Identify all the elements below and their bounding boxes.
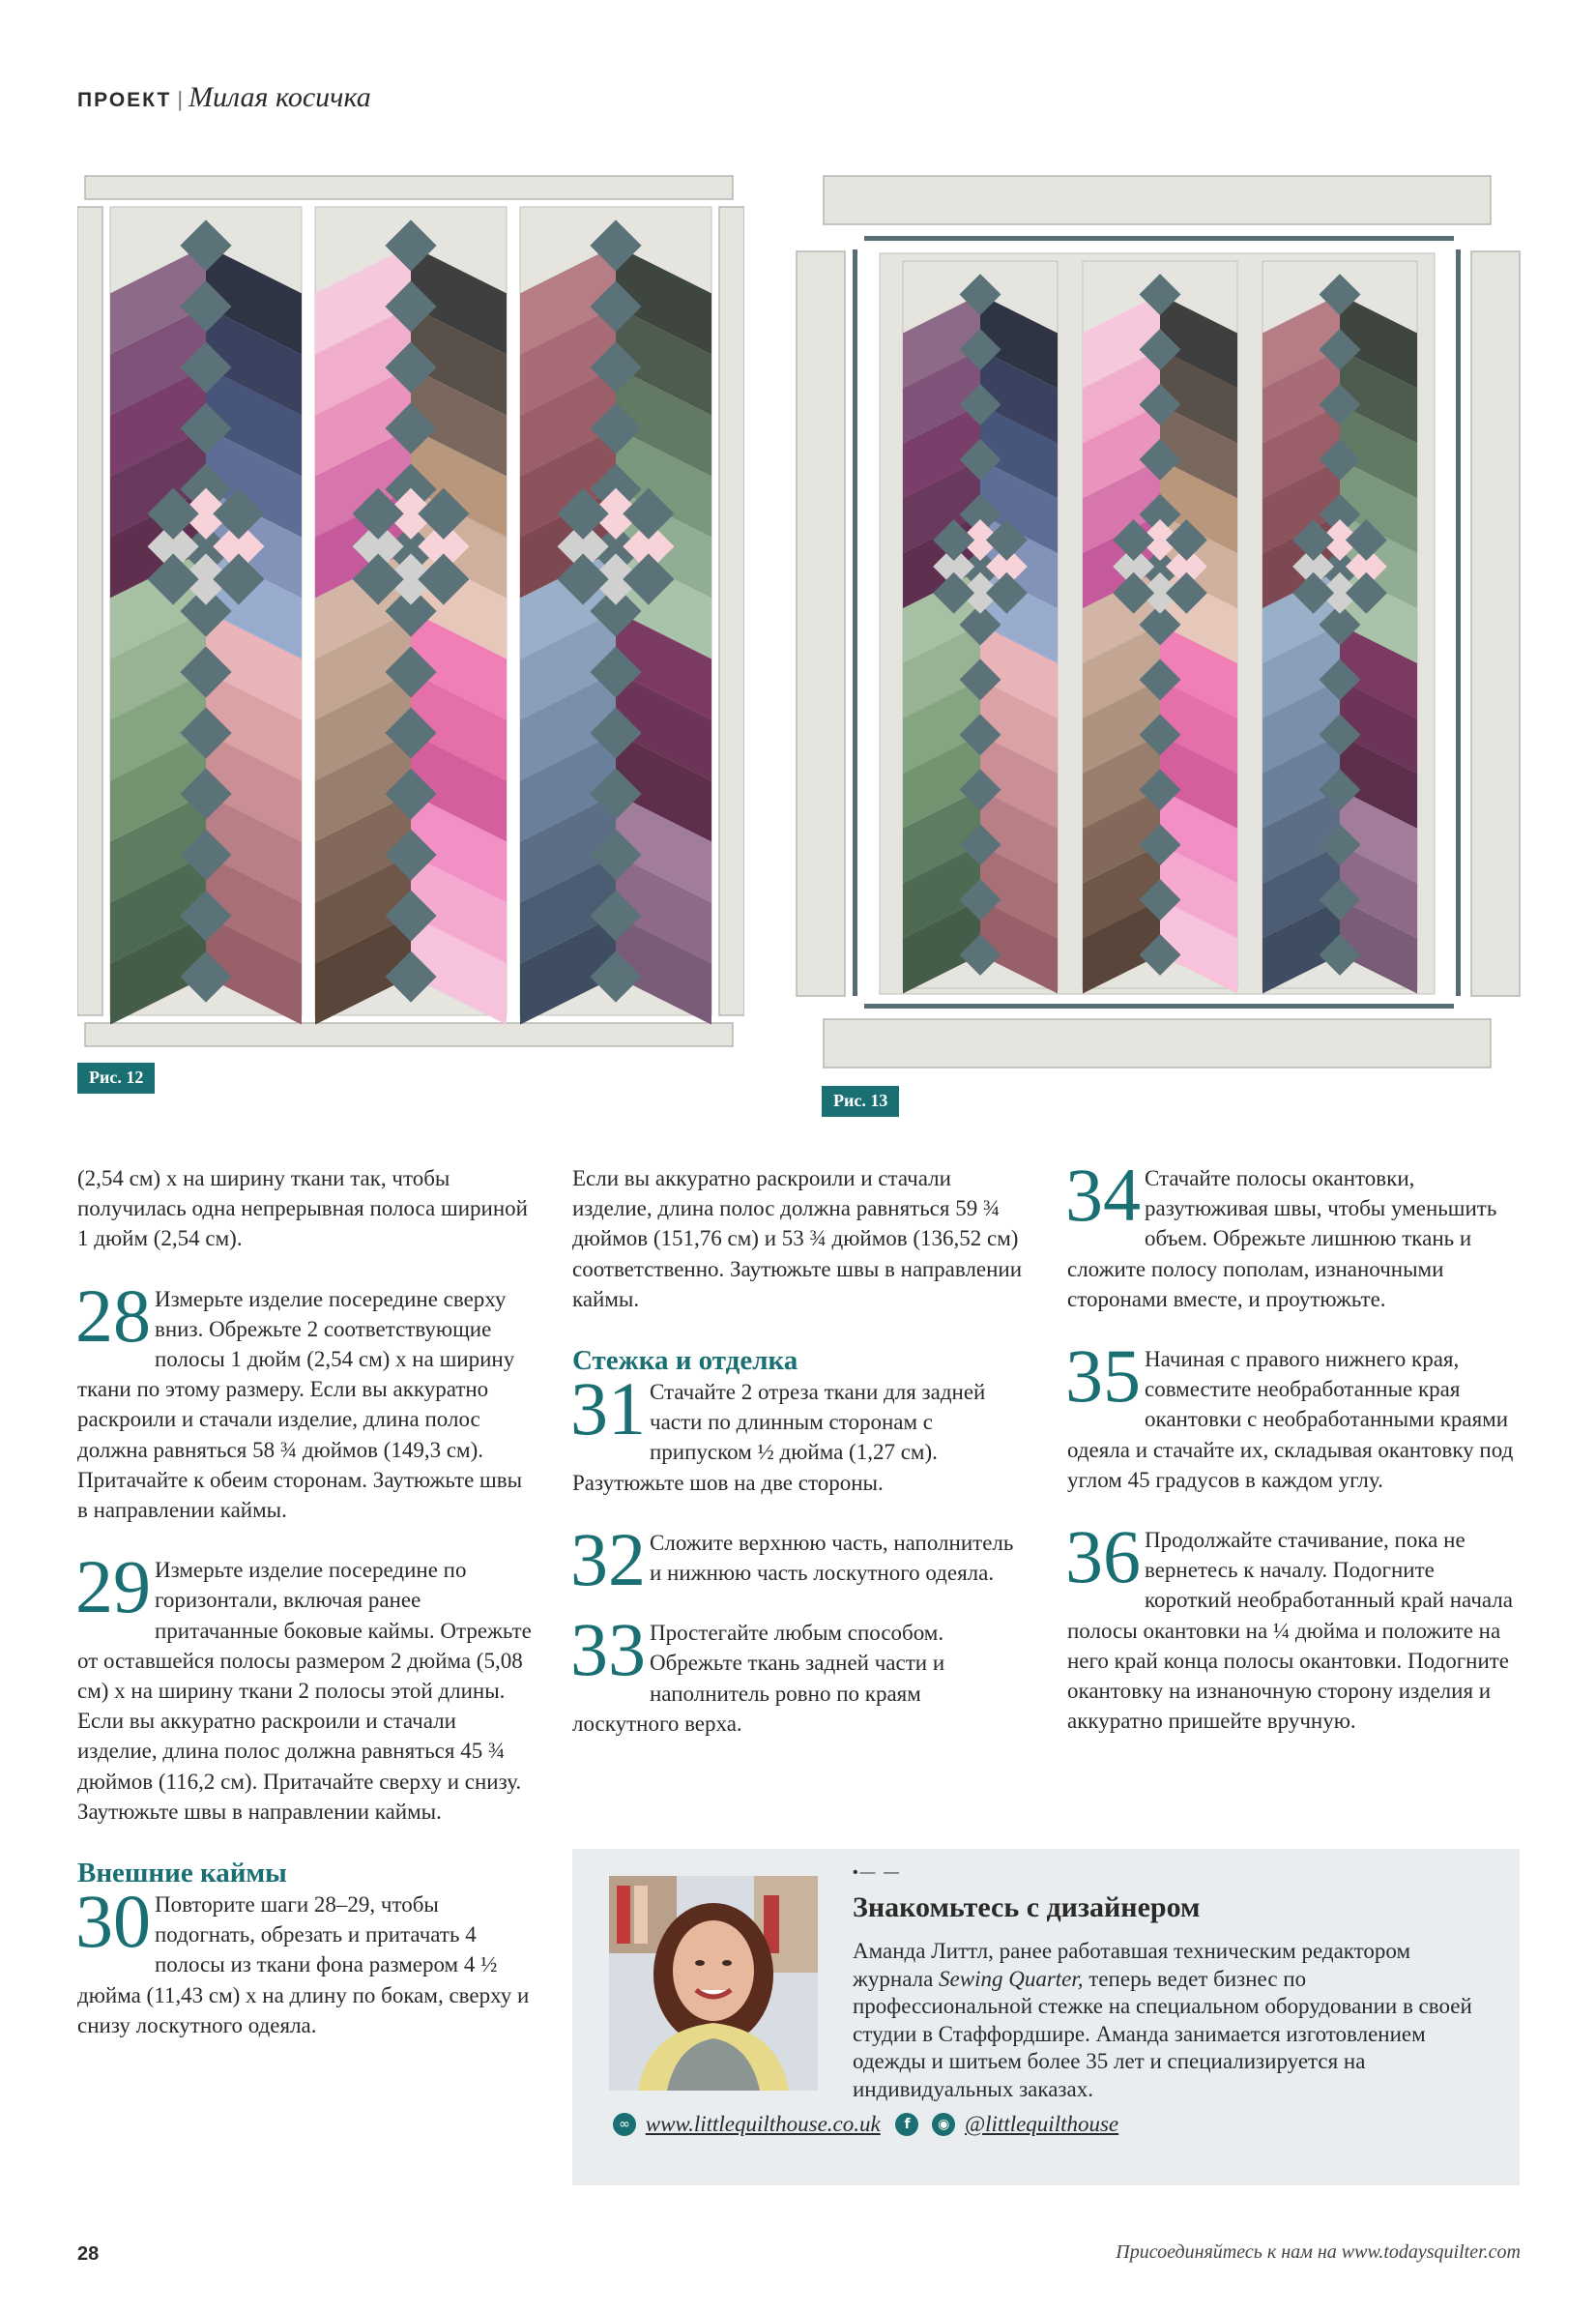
step-28-text: Измерьте изделие посередине сверху вниз. Обрежьте 2 соответствующие полосы 1 дюйм (2,54 см) x на ширину ткани по этому размеру. Если вы аккуратно раскроили и стачали изделие, длина полос должна равняться 58 ¾ дюймов (149,3 см). Притачайте к обеим сторонам. Заутюжьте швы в направлении каймы. [77,1286,523,1523]
designer-title: Знакомьтесь с дизайнером [853,1891,1201,1923]
figure-13-label: Рис. 13 [822,1086,899,1117]
footer-tagline: Присоединяйтесь к нам на www.todaysquilter.com [1116,2241,1521,2263]
step-31-text: Стачайте 2 отреза ткани для задней части по длинным сторонам с припуском ½ дюйма (1,27 см). Разутюжьте шов на две стороны. [572,1380,986,1495]
step-28-number: 28 [75,1273,151,1358]
step-30-text: Повторите шаги 28–29, чтобы подогнать, обрезать и притачать 4 полосы из ткани фона размером 4 ½ дюйма (11,43 см) x на длину по бокам, сверху и снизу лоскутного одеяла. [77,1892,530,2037]
step-32 [570,1516,1027,1601]
meet-the-designer-box [572,1849,1520,2185]
step-30-number: 30 [75,1879,151,1964]
step-30 [75,1879,532,2040]
section-label: ПРОЕКТ [77,89,172,111]
step-34-text: Стачайте полосы окантовки, разутюживая швы, чтобы уменьшить объем. Обрежьте лишнюю ткань и сложите полосу пополам, изнаночными сторонами вместе, и проутюжьте. [1067,1166,1497,1311]
step-36-number: 36 [1065,1514,1141,1599]
step-29-text: Измерьте изделие посередине по горизонтали, включая ранее притачанные боковые каймы. Отрежьте от оставшейся полосы размером 2 дюйма (5,08 см) x на ширину ткани 2 полосы этой длины. Если вы аккуратно раскроили и стачали изделие, длина полос должна равняться 45 ¾ дюймов (116,2 см). Притачайте сверху и снизу. Заутюжьте швы в направлении каймы. [77,1558,532,1824]
col1-continued-text: (2,54 см) x на ширину ткани так, чтобы получилась одна непрерывная полоса шириной 1 дюйм (2,54 см). [77,1166,528,1251]
step-33 [570,1607,1027,1739]
figure-13-diagram [793,172,1527,1081]
step-28 [75,1273,532,1526]
social-handle-link[interactable]: @littlequilthouse [964,2112,1119,2136]
step-29 [75,1544,532,1827]
step-36 [1065,1514,1522,1736]
col2-continued-text: Если вы аккуратно раскроили и стачали изделие, длина полос должна равняться 59 ¾ дюймов (151,76 см) и 53 ¾ дюймов (136,52 см) соответственно. Заутюжьте швы в направлении каймы. [572,1166,1023,1311]
designer-photo [609,1876,818,2091]
text-column-1 [77,1163,532,2070]
step-33-number: 33 [570,1607,646,1692]
step-31-number: 31 [570,1366,646,1451]
website-link[interactable]: www.littlequilthouse.co.uk [645,2112,881,2136]
step-34-number: 34 [1065,1153,1141,1237]
page-header [77,81,371,114]
step-29-number: 29 [75,1544,151,1629]
step-35 [1065,1333,1522,1495]
step-31 [570,1366,1027,1498]
designer-links [609,2112,1118,2137]
designer-bio [853,1938,1491,2104]
page-number: 28 [77,2243,100,2265]
step-34 [1065,1153,1522,1314]
text-column-3 [1065,1153,1522,1766]
step-36-text: Продолжайте стачивание, пока не вернетесь к началу. Подогните короткий необработанный край начала полосы окантовки на ¼ дюйма и положите на него край конца полосы окантовки. Подогните окантовку на изнаночную сторону изделия и аккуратно пришейте вручную. [1067,1528,1513,1734]
decorative-dash: •— — [853,1864,902,1881]
project-title: Милая косичка [189,81,371,113]
step-32-text: Сложите верхнюю часть, наполнитель и нижнюю часть лоскутного одеяла. [650,1530,1014,1586]
subheading-outer-borders: Внешние каймы [77,1858,287,1889]
step-35-text: Начиная с правого нижнего края, совместите необработанные края окантовки с необработанными краями одеяла и стачайте их, складывая окантовку под углом 45 градусов в каждом углу. [1067,1347,1514,1492]
step-33-text: Простегайте любым способом. Обрежьте ткань задней части и наполнитель ровно по краям лоскутного верха. [572,1621,945,1736]
instagram-icon[interactable]: ◉ [932,2113,955,2136]
bio-part-2: теперь ведет бизнес по профессиональной стежке на специальном оборудовании в своей студии в Стаффордшире. Аманда занимается изготовлением одежды и шитьем более 35 лет и специализируется на индивидуальных заказах. [853,1966,1472,2101]
facebook-icon[interactable]: f [895,2113,918,2136]
step-35-number: 35 [1065,1333,1141,1419]
figure-12-label: Рис. 12 [77,1063,155,1094]
text-column-2 [572,1163,1027,1769]
step-32-number: 32 [570,1516,646,1601]
magazine-name: Sewing Quarter, [939,1966,1084,1991]
bio-part-1: Аманда Литтл, ранее работавшая техническим редактором журнала [853,1939,1411,1991]
figure-12-diagram [77,172,744,1052]
subheading-quilting: Стежка и отделка [572,1345,798,1377]
link-icon: ∞ [613,2113,636,2136]
header-separator: | [177,87,184,111]
